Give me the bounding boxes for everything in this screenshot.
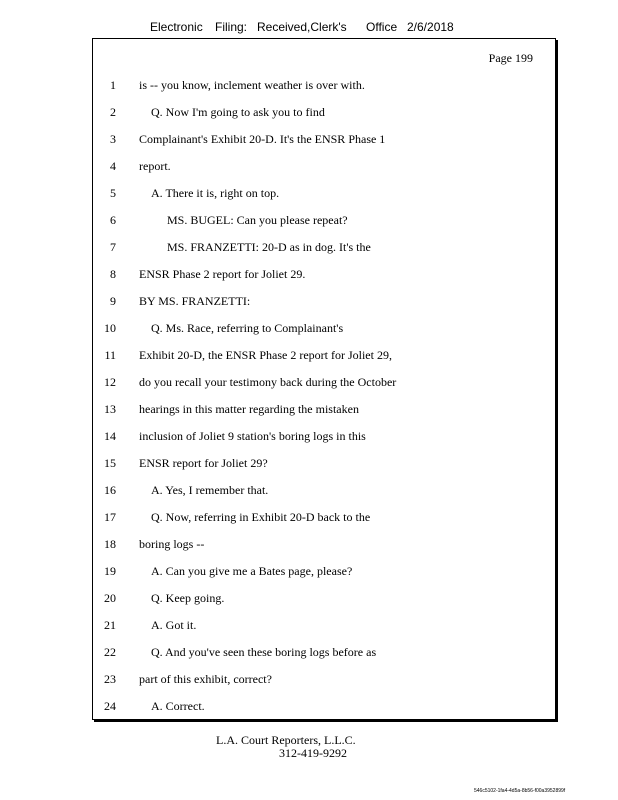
line-text: Q. Keep going. <box>151 591 225 605</box>
line-number: 15 <box>104 456 116 470</box>
transcript-line <box>93 130 557 148</box>
line-number: 17 <box>104 510 116 524</box>
line-number: 12 <box>104 375 116 389</box>
transcript-line <box>93 481 557 499</box>
line-text: Q. Now I'm going to ask you to find <box>151 105 325 119</box>
line-text: A. Got it. <box>151 618 197 632</box>
line-number: 2 <box>110 105 116 119</box>
line-number: 21 <box>104 618 116 632</box>
transcript-page <box>92 38 556 720</box>
header-electronic: Electronic <box>150 20 203 34</box>
transcript-line <box>93 157 557 175</box>
transcript-line <box>93 373 557 391</box>
line-text: Q. Now, referring in Exhibit 20-D back to the <box>151 510 371 524</box>
transcript-line <box>93 103 557 121</box>
transcript-line <box>93 454 557 472</box>
line-text: ENSR report for Joliet 29? <box>139 456 268 470</box>
transcript-line <box>93 535 557 553</box>
line-text: A. There it is, right on top. <box>151 186 280 200</box>
line-text: ENSR Phase 2 report for Joliet 29. <box>139 267 306 281</box>
transcript-line <box>93 616 557 634</box>
header-received: Received,Clerk's <box>257 20 347 34</box>
transcript-line <box>93 184 557 202</box>
line-number: 7 <box>110 240 116 254</box>
line-text: MS. FRANZETTI: 20-D as in dog. It's the <box>167 240 371 254</box>
transcript-line <box>93 508 557 526</box>
line-number: 22 <box>104 645 116 659</box>
transcript-line <box>93 427 557 445</box>
line-number: 24 <box>104 699 116 713</box>
line-text: part of this exhibit, correct? <box>139 672 272 686</box>
line-text: Complainant's Exhibit 20-D. It's the ENSR Phase 1 <box>139 132 386 146</box>
line-text: MS. BUGEL: Can you please repeat? <box>167 213 348 227</box>
transcript-line <box>93 76 557 94</box>
transcript-line <box>93 292 557 310</box>
line-text: hearings in this matter regarding the mistaken <box>139 402 359 416</box>
line-text: do you recall your testimony back during the October <box>139 375 397 389</box>
line-text: A. Correct. <box>151 699 205 713</box>
line-text: report. <box>139 159 171 173</box>
line-number: 10 <box>104 321 116 335</box>
line-text: is -- you know, inclement weather is over with. <box>139 78 365 92</box>
transcript-line <box>93 346 557 364</box>
line-text: Exhibit 20-D, the ENSR Phase 2 report for Joliet 29, <box>139 348 392 362</box>
line-text: BY MS. FRANZETTI: <box>139 294 251 308</box>
footer-phone: 312-419-9292 <box>279 746 347 760</box>
line-number: 5 <box>110 186 116 200</box>
page-number: Page 199 <box>488 51 533 65</box>
transcript-line <box>93 589 557 607</box>
line-text: A. Yes, I remember that. <box>151 483 269 497</box>
header-date: 2/6/2018 <box>407 20 454 34</box>
transcript-line <box>93 319 557 337</box>
filing-header <box>0 20 618 36</box>
header-filing: Filing: <box>215 20 248 34</box>
footer-company: L.A. Court Reporters, L.L.C. <box>216 733 356 747</box>
transcript-line <box>93 697 557 715</box>
line-number: 9 <box>110 294 116 308</box>
line-number: 14 <box>104 429 116 443</box>
transcript-line <box>93 400 557 418</box>
line-number: 3 <box>110 132 116 146</box>
line-number: 8 <box>110 267 116 281</box>
header-office: Office <box>366 20 398 34</box>
line-number: 23 <box>104 672 116 686</box>
transcript-line <box>93 562 557 580</box>
line-text: boring logs -- <box>139 537 205 551</box>
line-number: 4 <box>110 159 116 173</box>
line-number: 13 <box>104 402 116 416</box>
line-text: Q. And you've seen these boring logs before as <box>151 645 377 659</box>
line-number: 20 <box>104 591 116 605</box>
line-text: Q. Ms. Race, referring to Complainant's <box>151 321 344 335</box>
line-text: A. Can you give me a Bates page, please? <box>151 564 353 578</box>
line-number: 16 <box>104 483 116 497</box>
line-text: inclusion of Joliet 9 station's boring logs in this <box>139 429 366 443</box>
transcript-line <box>93 211 557 229</box>
transcript-line <box>93 265 557 283</box>
transcript-line <box>93 670 557 688</box>
line-number: 1 <box>110 78 116 92</box>
line-number: 19 <box>104 564 116 578</box>
line-number: 11 <box>104 348 116 362</box>
line-number: 18 <box>104 537 116 551</box>
line-number: 6 <box>110 213 116 227</box>
transcript-line <box>93 643 557 661</box>
transcript-line <box>93 238 557 256</box>
document-id: 546c5102-1fa4-4d5a-8b56-f00a3952899f <box>474 788 566 794</box>
